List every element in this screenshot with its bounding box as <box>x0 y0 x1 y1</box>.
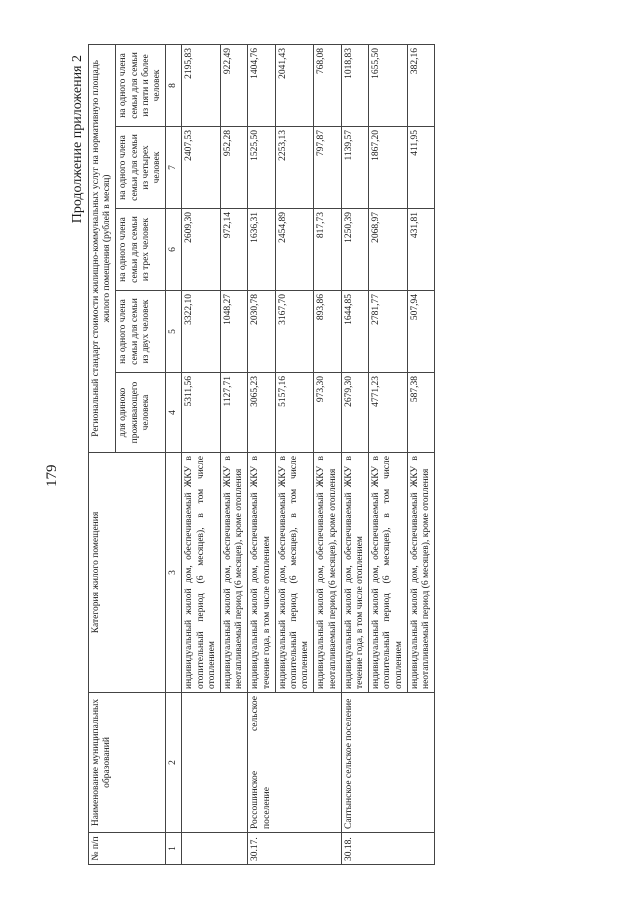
value-family-2: 3322,10 <box>182 291 221 373</box>
value-single: 973,30 <box>314 373 341 453</box>
value-family-3: 972,14 <box>221 209 248 291</box>
subheader-family-3: на одного члена семьи для семьи из трех человек <box>116 209 166 291</box>
header-row <box>89 44 116 864</box>
housing-category: индивидуальный жилой дом, обеспечиваемый ЖКУ в течение года, в том числе отоплением <box>248 453 275 693</box>
column-index: 7 <box>166 127 182 209</box>
table-row <box>341 44 368 864</box>
housing-category: индивидуальный жилой дом, обеспечиваемый ЖКУ в неотапливаемый период (6 месяцев), кроме отопления <box>221 453 248 693</box>
value-family-4: 411,95 <box>407 127 434 209</box>
housing-category: индивидуальный жилой дом, обеспечиваемый ЖКУ в течение года, в том числе отоплением <box>341 453 368 693</box>
value-family-3: 2609,30 <box>182 209 221 291</box>
value-family-5: 2195,83 <box>182 44 221 126</box>
municipality-name: Саптынское сельское поселение <box>341 693 434 833</box>
housing-category: индивидуальный жилой дом, обеспечиваемый ЖКУ в неотапливаемый период (6 месяцев), кроме отопления <box>407 453 434 693</box>
subheader-single: для одиноко проживающего человека <box>116 373 166 453</box>
value-family-2: 2030,78 <box>248 291 275 373</box>
subheader-family-4: на одного члена семьи для семьи из четырех человек <box>116 127 166 209</box>
row-number: 30.18. <box>341 833 434 865</box>
subheader-family-5: на одного члена семьи для семьи из пяти и более человек <box>116 44 166 126</box>
value-family-5: 922,49 <box>221 44 248 126</box>
page-number: 179 <box>44 464 60 487</box>
housing-category: индивидуальный жилой дом, обеспечиваемый ЖКУ в отопительный период (6 месяцев), в том числе отоплением <box>275 453 314 693</box>
subheader-family-2: на одного члена семьи для семьи из двух человек <box>116 291 166 373</box>
housing-category: индивидуальный жилой дом, обеспечиваемый ЖКУ в отопительный период (6 месяцев), в том числе отоплением <box>369 453 408 693</box>
value-family-3: 2068,97 <box>369 209 408 291</box>
column-index: 6 <box>166 209 182 291</box>
value-single: 4771,23 <box>369 373 408 453</box>
header-municipality: Наименование муниципальных образований <box>89 693 166 833</box>
value-family-2: 3167,70 <box>275 291 314 373</box>
value-family-4: 2407,53 <box>182 127 221 209</box>
header-standard-group: Региональный стандарт стоимости жилищно-коммунальных услуг на нормативную площадь жилого помещения (рублей в месяц) <box>89 44 116 452</box>
housing-category: индивидуальный жилой дом, обеспечиваемый ЖКУ в неотапливаемый период (6 месяцев), кроме отопления <box>314 453 341 693</box>
value-family-2: 1048,27 <box>221 291 248 373</box>
column-index-row <box>166 44 182 864</box>
column-index: 4 <box>166 373 182 453</box>
header-category: Категория жилого помещения <box>89 453 166 693</box>
value-family-4: 1139,57 <box>341 127 368 209</box>
value-family-5: 1404,76 <box>248 44 275 126</box>
value-family-3: 431,81 <box>407 209 434 291</box>
column-index: 8 <box>166 44 182 126</box>
value-single: 5157,16 <box>275 373 314 453</box>
value-family-3: 1250,39 <box>341 209 368 291</box>
value-single: 3065,23 <box>248 373 275 453</box>
value-family-4: 1525,50 <box>248 127 275 209</box>
value-single: 1127,71 <box>221 373 248 453</box>
value-family-4: 2253,13 <box>275 127 314 209</box>
value-family-5: 382,16 <box>407 44 434 126</box>
value-family-5: 1018,83 <box>341 44 368 126</box>
municipality-name <box>182 693 248 833</box>
housing-standard-table <box>88 44 435 865</box>
header-no: № п/п <box>89 833 166 865</box>
table-row <box>248 44 275 864</box>
column-index: 3 <box>166 453 182 693</box>
table-row <box>182 44 221 864</box>
appendix-continuation-note: Продолжение приложения 2 <box>70 55 85 224</box>
value-family-5: 768,08 <box>314 44 341 126</box>
value-single: 5311,56 <box>182 373 221 453</box>
value-family-4: 952,28 <box>221 127 248 209</box>
column-index: 5 <box>166 291 182 373</box>
value-family-5: 2041,43 <box>275 44 314 126</box>
value-single: 2679,30 <box>341 373 368 453</box>
value-family-4: 797,87 <box>314 127 341 209</box>
value-family-2: 1644,85 <box>341 291 368 373</box>
column-index: 2 <box>166 693 182 833</box>
value-single: 587,38 <box>407 373 434 453</box>
municipality-name: Россошинское сельское поселение <box>248 693 341 833</box>
value-family-4: 1867,20 <box>369 127 408 209</box>
value-family-3: 2454,89 <box>275 209 314 291</box>
column-index: 1 <box>166 833 182 865</box>
row-number <box>182 833 248 865</box>
value-family-5: 1655,50 <box>369 44 408 126</box>
value-family-2: 893,86 <box>314 291 341 373</box>
value-family-2: 507,94 <box>407 291 434 373</box>
value-family-3: 1636,31 <box>248 209 275 291</box>
value-family-2: 2781,77 <box>369 291 408 373</box>
housing-category: индивидуальный жилой дом, обеспечиваемый ЖКУ в отопительный период (6 месяцев), в том числе отоплением <box>182 453 221 693</box>
row-number: 30.17. <box>248 833 341 865</box>
value-family-3: 817,73 <box>314 209 341 291</box>
